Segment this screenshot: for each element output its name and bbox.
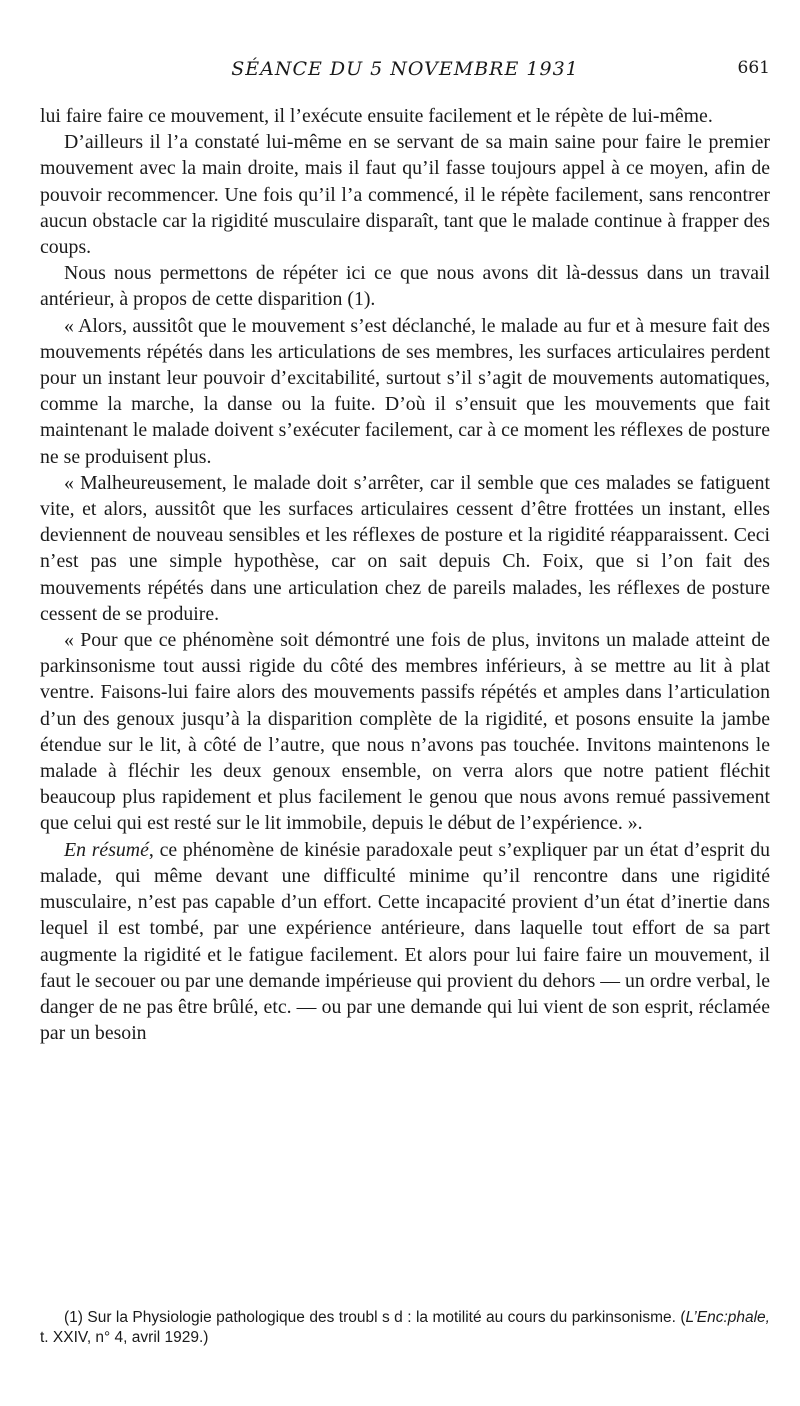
- body-text: [40, 103, 770, 1046]
- paragraph: lui faire faire ce mouvement, il l’exécute ensuite facilement et le répète de lui-même.: [40, 105, 713, 127]
- summary-paragraph: [40, 837, 770, 1047]
- footnote-journal: L’Enc:phale,: [685, 1309, 770, 1326]
- summary-lead: En résumé: [64, 838, 149, 861]
- page-number: 661: [737, 58, 770, 78]
- running-title: SÉANCE DU 5 NOVEMBRE 1931: [231, 58, 579, 80]
- quote-paragraph: « Pour que ce phénomène soit démontré une fois de plus, invitons un malade atteint de parkinsonisme tout aussi rigide du côté des membres inférieurs, à se mettre au lit à plat ventre. Faisons-lui faire alors des mouvements passifs répétés et amples dans l’articulation d’un des genoux jusqu’à la disparition complète de la rigidité, et posons ensuite la jambe étendue sur le lit, à côté de l’autre, que nous n’avons pas touchée. Invitons maintenons le malade à fléchir les deux genoux ensemble, on verra alors que notre patient fléchit beaucoup plus rapidement et plus facilement le genou que nous avons remué passivement que celui qui est resté sur le lit immobile, depuis le début de l’expérience. ».: [40, 629, 770, 835]
- footnote-citation-end: t. XXIV, n° 4, avril 1929.): [40, 1329, 209, 1346]
- footnote: [40, 1308, 770, 1348]
- paragraph: Nous nous permettons de répéter ici ce que nous avons dit là-dessus dans un travail antérieur, à propos de cette disparition (1).: [40, 262, 770, 311]
- paragraph: D’ailleurs il l’a constaté lui-même en se servant de sa main saine pour faire le premier mouvement avec la main droite, mais il faut qu’il fasse toujours appel à ce moyen, afin de pouvoir recommencer. Une fois qu’il l’a commencé, il le répète facilement, sans rencontrer aucun obstacle car la rigidité musculaire disparaît, tant que le malade continue à frapper des coups.: [40, 131, 770, 259]
- page-header: [40, 58, 770, 88]
- footnote-text: [40, 1308, 770, 1348]
- footnote-citation: (1) Sur la Physiologie pathologique des troubl s d : la motilité au cours du parkinsonisme. (: [64, 1309, 686, 1326]
- quote-paragraph: « Malheureusement, le malade doit s’arrêter, car il semble que ces malades se fatiguent vite, et alors, aussitôt que les surfaces articulaires cessent d’être frottées un instant, elles deviennent de nouveau sensibles et les réflexes de posture et la rigidité réapparaissent. Ceci n’est pas une simple hypothèse, car on sait depuis Ch. Foix, que si l’on fait des mouvements répétés dans une articulation chez de pareils malades, les réflexes de posture cessent de se produire.: [40, 471, 770, 625]
- summary-text: , ce phénomène de kinésie paradoxale peut s’expliquer par un état d’esprit du malade, qui même devant une difficulté minime qu’il rencontre dans une rigidité musculaire, n’est pas capable d’un effort. Cette incapacité provient d’un état d’inertie dans lequel il est tombé, par une expérience antérieure, dans laquelle tout effort de sa part augmente la rigidité et le fatigue facilement. Et alors pour lui faire faire un mouvement, il faut le secouer ou par une demande impérieuse qui provient du dehors — un ordre verbal, le danger de ne pas être brûlé, etc. — ou par une demande qui lui vient de son esprit, réclamée par un besoin: [40, 838, 771, 1045]
- quote-paragraph: « Alors, aussitôt que le mouvement s’est déclanché, le malade au fur et à mesure fait des mouvements répétés dans les articulations de ses membres, les surfaces articulaires perdent pour un instant leur pouvoir d’excitabilité, surtout s’il s’agit de mouvements automatiques, comme la marche, la danse ou la fuite. D’où il s’ensuit que les mouvements que fait maintenant le malade doivent s’exécuter facilement, car à ce moment les réflexes de posture ne se produisent plus.: [40, 314, 770, 468]
